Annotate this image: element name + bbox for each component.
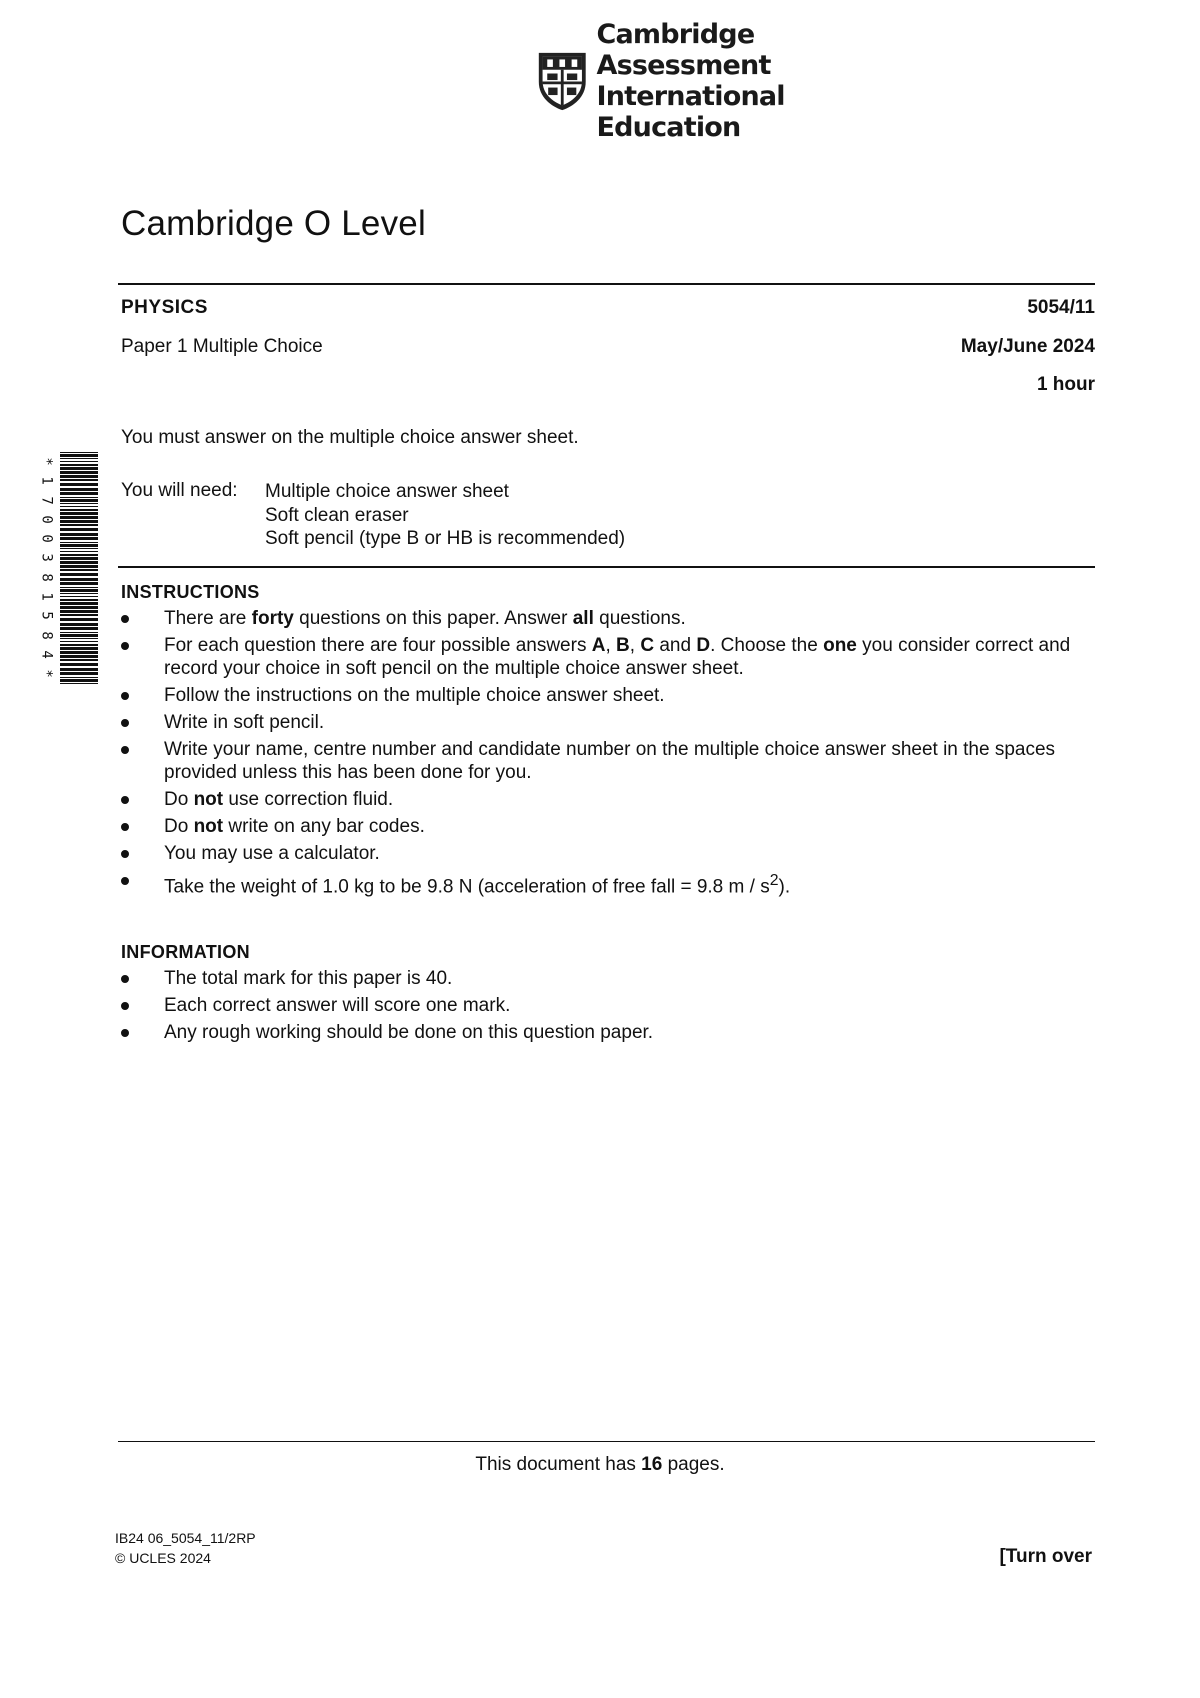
barcode-bar xyxy=(60,587,98,588)
instruction-text: use correction fluid. xyxy=(223,789,394,810)
barcode-digit: 3 xyxy=(38,553,55,563)
bullet-icon xyxy=(121,692,129,700)
information-item xyxy=(121,1021,1101,1044)
barcode-bar xyxy=(60,596,98,597)
instruction-text: not xyxy=(193,816,224,837)
instructions-list xyxy=(121,607,1101,902)
barcode-digit: 7 xyxy=(38,496,55,505)
instruction-text: , xyxy=(605,635,617,656)
barcode-bar xyxy=(60,627,98,630)
information-list xyxy=(121,967,1101,1048)
bullet-icon xyxy=(121,746,129,754)
instruction-text: There are xyxy=(164,608,252,629)
bullet-icon xyxy=(121,719,129,727)
instruction-item xyxy=(121,788,1101,811)
barcode-digit: 1 xyxy=(38,476,55,486)
bullet-icon xyxy=(121,850,129,858)
barcode-digit: 1 xyxy=(38,592,55,601)
bullet-icon xyxy=(121,1002,129,1010)
barcode-digit: 0 xyxy=(38,534,55,544)
information-text: Any rough working should be done on this question paper. xyxy=(164,1022,654,1043)
barcode-bar xyxy=(60,499,98,502)
barcode-bar xyxy=(60,672,98,675)
instructions-heading: INSTRUCTIONS xyxy=(121,582,260,602)
barcode-digit: 4 xyxy=(38,650,55,659)
answer-instruction: You must answer on the multiple choice answer sheet. xyxy=(121,427,579,448)
barcode-bar xyxy=(60,606,98,609)
barcode-bar xyxy=(60,569,98,571)
barcode-bar xyxy=(60,537,98,540)
barcode-bar xyxy=(60,561,98,564)
subject-name: PHYSICS xyxy=(121,297,208,318)
barcode-bar xyxy=(60,659,98,661)
barcode-bar xyxy=(60,483,98,486)
need-item: Soft pencil (type B or HB is recommended) xyxy=(265,528,626,549)
instruction-text: Write your name, centre number and candidate number on the multiple choice answer sheet in the spaces provided unless this has been done for you. xyxy=(164,739,1056,783)
barcode-bar xyxy=(60,509,98,511)
bullet-icon xyxy=(121,877,129,885)
barcode-bar xyxy=(60,533,98,536)
bullet-icon xyxy=(121,1029,129,1037)
instruction-item xyxy=(121,634,1101,680)
instruction-text: forty xyxy=(251,608,294,629)
barcode-bar xyxy=(60,512,98,515)
document-code: IB24 06_5054_11/2RP xyxy=(115,1530,256,1546)
barcode-bar xyxy=(60,634,98,637)
pages-prefix: This document has xyxy=(475,1454,642,1475)
need-list xyxy=(265,480,625,551)
information-text: The total mark for this paper is 40. xyxy=(164,968,453,989)
footer-codes xyxy=(115,1528,256,1568)
syllabus-code: 5054/11 xyxy=(1027,297,1095,318)
middle-rule xyxy=(118,566,1095,568)
copyright: © UCLES 2024 xyxy=(115,1550,211,1566)
need-item: Multiple choice answer sheet xyxy=(265,481,509,502)
need-label: You will need: xyxy=(121,480,238,501)
barcode-bar xyxy=(60,683,98,684)
barcode-bar xyxy=(60,632,98,633)
barcode-digit: * xyxy=(38,669,55,679)
instruction-text: and xyxy=(654,635,697,656)
barcode-bar xyxy=(60,565,98,568)
barcode-digits xyxy=(36,452,56,684)
barcode-bar xyxy=(60,528,98,531)
barcode-bar xyxy=(60,651,98,654)
barcode-bar xyxy=(60,610,98,613)
barcode-bar xyxy=(60,578,98,581)
instruction-text: all xyxy=(572,608,594,629)
instruction-text: not xyxy=(193,789,224,810)
instruction-text: A xyxy=(591,635,606,656)
instruction-item xyxy=(121,842,1101,865)
turn-over: [Turn over xyxy=(999,1546,1092,1567)
instruction-item xyxy=(121,684,1101,707)
instruction-text: write on any bar codes. xyxy=(223,816,425,837)
logo-line-1: Cambridge Assessment xyxy=(596,19,771,81)
shield-crest-icon xyxy=(536,48,589,114)
barcode-bar xyxy=(60,602,98,605)
page-count xyxy=(0,1454,1200,1476)
instruction-text: Do xyxy=(164,816,194,837)
barcode-bar xyxy=(60,554,98,556)
information-text: Each correct answer will score one mark. xyxy=(164,995,511,1016)
bullet-icon xyxy=(121,975,129,983)
need-item: Soft clean eraser xyxy=(265,504,409,526)
barcode-bar xyxy=(60,467,98,470)
instruction-text: Do xyxy=(164,789,194,810)
barcode-bar xyxy=(60,471,98,474)
barcode-bar xyxy=(60,663,98,666)
exam-session: May/June 2024 xyxy=(960,336,1095,357)
information-heading: INFORMATION xyxy=(121,942,250,962)
pages-suffix: pages. xyxy=(662,1454,725,1475)
barcode-bar xyxy=(60,497,98,498)
barcode-digit: 8 xyxy=(38,631,55,640)
barcode xyxy=(36,452,98,684)
barcode-bar xyxy=(60,668,98,671)
information-item xyxy=(121,994,1101,1017)
barcode-bar xyxy=(60,544,98,547)
barcode-bar xyxy=(60,524,98,526)
barcode-bar xyxy=(60,599,98,601)
bullet-icon xyxy=(121,642,129,650)
barcode-bar xyxy=(60,677,98,678)
instruction-item xyxy=(121,607,1101,630)
barcode-bar xyxy=(60,492,98,495)
barcode-bar xyxy=(60,464,98,466)
instruction-item xyxy=(121,869,1101,898)
instruction-text: Take the weight of 1.0 kg to be 9.8 N (acceleration of free fall = 9.8 m / s xyxy=(164,876,770,898)
barcode-bar xyxy=(60,454,98,457)
instruction-text: You may use a calculator. xyxy=(164,843,380,864)
barcode-digit: 0 xyxy=(38,515,55,524)
instruction-text: For each question there are four possible answers xyxy=(164,635,592,656)
instruction-text: you consider correct and record your choice in soft pencil on the multiple choice answer sheet. xyxy=(164,635,1071,679)
instruction-text: questions on this paper. Answer xyxy=(293,608,573,629)
barcode-bar xyxy=(60,573,98,576)
barcode-bar xyxy=(60,479,98,481)
barcode-bar xyxy=(60,542,98,543)
barcode-bar xyxy=(60,641,98,642)
barcode-bar xyxy=(60,503,98,504)
instruction-text: C xyxy=(640,635,655,656)
instruction-item xyxy=(121,815,1101,838)
barcode-bar xyxy=(60,638,98,639)
barcode-bar xyxy=(60,557,98,560)
barcode-bar xyxy=(60,458,98,459)
barcode-bar xyxy=(60,475,98,478)
barcode-bar xyxy=(60,614,98,616)
page-title: Cambridge O Level xyxy=(121,204,426,243)
top-rule xyxy=(118,283,1095,285)
instruction-text: Write in soft pencil. xyxy=(164,712,325,733)
barcode-bar xyxy=(60,548,98,549)
instruction-text: D xyxy=(696,635,711,656)
barcode-digit: * xyxy=(38,457,55,466)
pages-count: 16 xyxy=(641,1454,663,1475)
barcode-bar xyxy=(60,506,98,507)
barcode-bar xyxy=(60,623,98,626)
bullet-icon xyxy=(121,796,129,804)
instruction-text: . Choose the xyxy=(710,635,824,656)
barcode-bar xyxy=(60,647,98,650)
exam-duration: 1 hour xyxy=(1036,374,1095,395)
barcode-bar xyxy=(60,655,98,658)
barcode-bar xyxy=(60,461,98,462)
barcode-bar xyxy=(60,582,98,585)
barcode-bar xyxy=(60,593,98,594)
instruction-item xyxy=(121,711,1101,734)
barcode-bars xyxy=(60,452,98,684)
instruction-text: 2 xyxy=(769,872,779,889)
instruction-text: ). xyxy=(778,876,791,898)
barcode-bar xyxy=(60,618,98,621)
instruction-item xyxy=(121,738,1101,784)
barcode-digit: 5 xyxy=(38,611,55,621)
cambridge-logo xyxy=(536,19,916,143)
instruction-text: one xyxy=(823,635,857,656)
barcode-bar xyxy=(60,452,98,453)
bullet-icon xyxy=(121,823,129,831)
barcode-bar xyxy=(60,644,98,646)
information-item xyxy=(121,967,1101,990)
instruction-text: B xyxy=(616,635,630,656)
footer-rule xyxy=(118,1441,1095,1442)
instruction-text: , xyxy=(629,635,641,656)
instruction-text: questions. xyxy=(593,608,686,629)
logo-wordmark xyxy=(597,19,917,143)
bullet-icon xyxy=(121,615,129,623)
barcode-bar xyxy=(60,551,98,552)
barcode-bar xyxy=(60,589,98,592)
barcode-bar xyxy=(60,679,98,682)
barcode-bar xyxy=(60,488,98,491)
barcode-digit: 8 xyxy=(38,573,55,582)
logo-line-2: International Education xyxy=(596,81,785,143)
paper-name: Paper 1 Multiple Choice xyxy=(121,336,323,357)
instruction-text: Follow the instructions on the multiple choice answer sheet. xyxy=(164,685,665,706)
barcode-bar xyxy=(60,516,98,519)
barcode-bar xyxy=(60,520,98,523)
